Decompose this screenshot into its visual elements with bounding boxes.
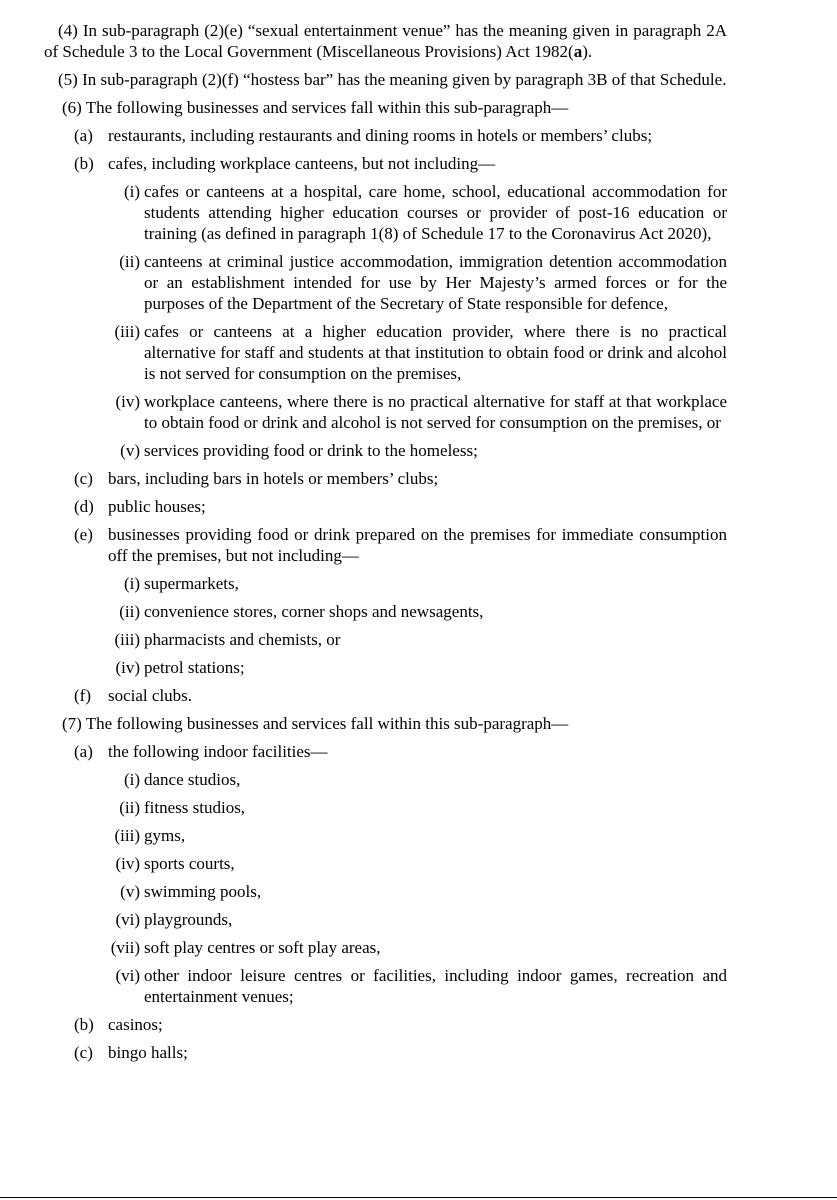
item-text: pharmacists and chemists, or [144,630,341,649]
document-body [44,20,727,1070]
paragraph-text: The following businesses and services fall within this sub-paragraph— [85,714,569,733]
item-text: sports courts, [144,854,235,873]
paragraph-tail: ). [582,42,593,61]
item-text: public houses; [108,497,206,516]
item-7a-sub [44,881,727,902]
item-label: (ii) [119,252,140,271]
item-6f [44,685,727,706]
item-text: swimming pools, [144,882,262,901]
item-label: (d) [74,497,94,516]
item-text: soft play centres or soft play areas, [144,938,381,957]
page-bottom-rule [0,1197,837,1198]
item-text: bingo halls; [108,1043,188,1062]
item-label: (iv) [115,392,140,411]
item-7a-sub [44,937,727,958]
item-label: (vi) [115,966,140,985]
item-7a-sub [44,825,727,846]
paragraph-number: (6) [62,98,82,117]
item-label: (i) [123,770,140,789]
paragraph-4 [44,20,727,62]
item-text: the following indoor facilities— [108,742,328,761]
item-label: (a) [74,126,93,145]
item-text: cafes, including workplace canteens, but not including— [108,154,496,173]
item-text: fitness studios, [144,798,246,817]
item-text: gyms, [144,826,186,845]
item-label: (i) [123,182,140,201]
item-text: canteens at criminal justice accommodation, immigration detention accommodation or an establishment intended for use by Her Majesty’s armed forces or for the purposes of the Department of the Secretary of State responsible for defence, [144,252,727,313]
item-text: playgrounds, [144,910,233,929]
item-7a-sub [44,853,727,874]
item-7c [44,1042,727,1063]
item-7a-sub [44,797,727,818]
footnote-ref[interactable]: a [573,42,583,61]
paragraph-6 [44,97,727,118]
item-label: (b) [74,154,94,173]
item-6c [44,468,727,489]
item-6b-v [44,440,727,461]
paragraph-number: (5) [58,70,78,89]
item-text: social clubs. [108,686,193,705]
item-6b-i [44,181,727,244]
paragraph-text: In sub-paragraph (2)(e) “sexual entertainment venue” has the meaning given in paragraph 2A of Schedule 3 to the Local Government (Miscellaneous Provisions) Act 1982( [44,21,728,61]
item-7b [44,1014,727,1035]
item-text: convenience stores, corner shops and newsagents, [144,602,484,621]
item-7a-sub [44,909,727,930]
paragraph-5 [44,69,727,90]
item-text: restaurants, including restaurants and dining rooms in hotels or members’ clubs; [108,126,653,145]
item-label: (ii) [119,602,140,621]
item-6e [44,524,727,566]
item-6e-i [44,573,727,594]
item-7a-sub [44,769,727,790]
item-text: other indoor leisure centres or facilities, including indoor games, recreation and entertainment venues; [144,966,727,1006]
item-label: (vi) [115,910,140,929]
item-label: (i) [123,574,140,593]
item-label: (iii) [114,826,140,845]
item-6e-iii [44,629,727,650]
item-6b-iii [44,321,727,384]
item-6b-ii [44,251,727,314]
item-6e-iv [44,657,727,678]
item-label: (iv) [115,854,140,873]
item-text: supermarkets, [144,574,239,593]
item-6a [44,125,727,146]
item-label: (a) [74,742,93,761]
item-7a-sub [44,965,727,1007]
item-text: businesses providing food or drink prepared on the premises for immediate consumption off the premises, but not including— [108,525,727,565]
item-text: dance studios, [144,770,241,789]
item-6e-ii [44,601,727,622]
paragraph-7 [44,713,727,734]
item-text: casinos; [108,1015,163,1034]
paragraph-number: (4) [58,21,78,40]
paragraph-number: (7) [62,714,82,733]
item-label: (v) [120,441,140,460]
item-6d [44,496,727,517]
paragraph-text: The following businesses and services fall within this sub-paragraph— [85,98,569,117]
item-label: (v) [120,882,140,901]
item-text: cafes or canteens at a hospital, care home, school, educational accommodation for students attending higher education courses or provider of post-16 education or training (as defined in paragraph 1(8) of Schedule 17 to the Coronavirus Act 2020), [144,182,727,243]
item-7a [44,741,727,762]
item-text: petrol stations; [144,658,245,677]
item-label: (c) [74,1043,93,1062]
item-label: (iii) [114,322,140,341]
item-label: (vii) [110,938,140,957]
item-label: (iv) [115,658,140,677]
item-text: cafes or canteens at a higher education provider, where there is no practical alternative for staff and students at that institution to obtain food or drink and alcohol is not served for consumption on the premises, [144,322,727,383]
item-text: services providing food or drink to the homeless; [144,441,478,460]
item-label: (iii) [114,630,140,649]
item-label: (ii) [119,798,140,817]
item-label: (e) [74,525,93,544]
item-label: (c) [74,469,93,488]
item-label: (f) [74,686,91,705]
item-6b [44,153,727,174]
item-label: (b) [74,1015,94,1034]
item-6b-iv [44,391,727,433]
item-text: workplace canteens, where there is no practical alternative for staff at that workplace to obtain food or drink and alcohol is not served for consumption on the premises, or [144,392,727,432]
item-text: bars, including bars in hotels or members’ clubs; [108,469,439,488]
paragraph-text: In sub-paragraph (2)(f) “hostess bar” has the meaning given by paragraph 3B of that Schedule. [82,70,727,89]
